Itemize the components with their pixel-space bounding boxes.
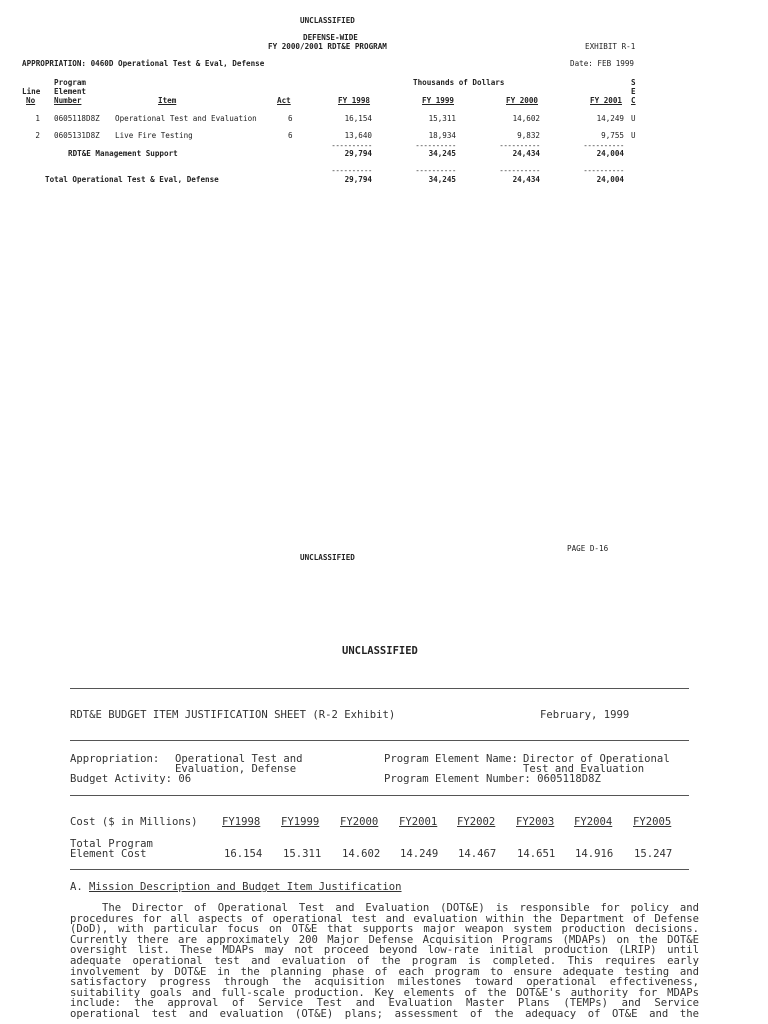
- year-header: FY2004: [574, 816, 613, 828]
- total-cost-label-cont: Element Cost: [70, 848, 147, 860]
- paragraph-line: involvement by DOT&E in the planning phase of each program to ensure adequate testing and: [70, 965, 699, 978]
- total-fy1998: 29,794: [344, 175, 372, 184]
- subtotal-fy1999: 34,245: [428, 149, 456, 158]
- sheet-date: February, 1999: [540, 709, 630, 721]
- col-header-line: Line: [22, 87, 41, 96]
- subtotal-dashes: ----------: [583, 141, 624, 150]
- section-title: Mission Description and Budget Item Justification: [89, 881, 402, 893]
- classification-top: UNCLASSIFIED: [300, 16, 355, 25]
- col-header-act: Act: [277, 96, 291, 105]
- appropriation-value: Operational Test and: [175, 753, 303, 765]
- total-dashes: ----------: [331, 166, 372, 175]
- table-row-line: 2: [35, 131, 40, 140]
- table-row-fy1999: 18,934: [428, 131, 456, 140]
- col-header-fy1999: FY 1999: [422, 96, 455, 105]
- subtotal-dashes: ----------: [415, 141, 456, 150]
- paragraph-line: operational test and evaluation (OT&E) plans; assessment of the adequacy of OT&E and the: [70, 1007, 699, 1020]
- table-row-item: Live Fire Testing: [115, 131, 193, 140]
- table-row-fy1998: 16,154: [344, 114, 372, 123]
- pe-number: Program Element Number: 0605118D8Z: [384, 773, 601, 785]
- col-header-fy2001: FY 2001: [590, 96, 623, 105]
- total-dashes: ----------: [499, 166, 540, 175]
- exhibit-label: EXHIBIT R-1: [585, 42, 636, 51]
- paragraph-line: suitability goals and full-scale production. Key elements of the DOT&E's authority for MDAPs: [70, 986, 699, 999]
- section-prefix: A.: [70, 881, 83, 893]
- sheet-title: RDT&E BUDGET ITEM JUSTIFICATION SHEET (R-2 Exhibit): [70, 709, 396, 721]
- divider: [70, 869, 689, 870]
- total-cost-value: 15.247: [634, 848, 673, 860]
- appropriation-label: Appropriation:: [70, 753, 160, 765]
- paragraph-line: Currently there are approximately 200 Major Defense Acquisition Programs (MDAPs) on the DOT&E: [70, 933, 699, 946]
- paragraph-line: procedures for all aspects of operational test and evaluation within the Department of Defense: [70, 912, 699, 925]
- total-cost-value: 14.651: [517, 848, 556, 860]
- total-dashes: ----------: [415, 166, 456, 175]
- total-fy2000: 24,434: [512, 175, 540, 184]
- table-row-sec: U: [631, 114, 636, 123]
- table-row-item: Operational Test and Evaluation: [115, 114, 257, 123]
- table-row-sec: U: [631, 131, 636, 140]
- year-header: FY2001: [399, 816, 438, 828]
- page-number: PAGE D-16: [567, 544, 609, 553]
- total-cost-label: Total Program: [70, 838, 153, 850]
- paragraph-line: satisfactory progress through the acquisition milestones toward operational effectiveness,: [70, 976, 699, 989]
- table-row-fy2001: 9,755: [601, 131, 624, 140]
- table-row-fy1998: 13,640: [344, 131, 372, 140]
- total-cost-value: 14.916: [575, 848, 614, 860]
- col-header-fy1998: FY 1998: [338, 96, 371, 105]
- table-row-fy2000: 14,602: [512, 114, 540, 123]
- year-header: FY1999: [281, 816, 320, 828]
- year-header: FY2005: [633, 816, 672, 828]
- appropriation-value-cont: Evaluation, Defense: [175, 763, 297, 775]
- col-header-fy2000: FY 2000: [506, 96, 539, 105]
- subtotal-fy2000: 24,434: [512, 149, 540, 158]
- year-header: FY2000: [340, 816, 379, 828]
- col-header-element: Element: [54, 87, 87, 96]
- total-cost-value: 14.467: [458, 848, 497, 860]
- divider: [70, 740, 689, 741]
- subtotal-dashes: ----------: [331, 141, 372, 150]
- col-header-sec-c: C: [631, 96, 636, 105]
- cost-label: Cost ($ in Millions): [70, 816, 198, 828]
- pe-name-value-cont: Test and Evaluation: [523, 763, 645, 775]
- table-row-pe: 0605118D8Z: [54, 114, 100, 123]
- appropriation-line: APPROPRIATION: 0460D Operational Test & Eval, Defense: [22, 59, 265, 68]
- total-dashes: ----------: [583, 166, 624, 175]
- paragraph-line: adequate operational test and evaluation of the program is completed. This requires early: [70, 954, 699, 967]
- col-header-number: Number: [54, 96, 82, 105]
- table-row-pe: 0605131D8Z: [54, 131, 100, 140]
- total-cost-value: 14.602: [342, 848, 381, 860]
- pe-name-value: Director of Operational: [523, 753, 670, 765]
- table-row-act: 6: [288, 131, 293, 140]
- total-fy1999: 34,245: [428, 175, 456, 184]
- divider: [70, 688, 689, 689]
- mission-paragraph: [70, 903, 699, 1020]
- table-row-line: 1: [35, 114, 40, 123]
- total-cost-value: 14.249: [400, 848, 439, 860]
- table-row-fy2001: 14,249: [596, 114, 624, 123]
- divider: [70, 795, 689, 796]
- total-cost-value: 15.311: [283, 848, 322, 860]
- col-header-no: No: [26, 96, 36, 105]
- pe-name-label: Program Element Name:: [384, 753, 518, 765]
- report-date: Date: FEB 1999: [570, 59, 635, 68]
- paragraph-line: The Director of Operational Test and Evaluation (DOT&E) is responsible for policy and: [102, 902, 699, 914]
- header-defense-wide: DEFENSE-WIDE: [303, 33, 358, 42]
- total-fy2001: 24,004: [596, 175, 624, 184]
- col-header-program: Program: [54, 78, 87, 87]
- table-row-act: 6: [288, 114, 293, 123]
- year-header: FY1998: [222, 816, 261, 828]
- subtotal-fy2001: 24,004: [596, 149, 624, 158]
- page2-classification: UNCLASSIFIED: [342, 645, 418, 657]
- col-header-sec-s: S: [631, 78, 636, 87]
- classification-bottom: UNCLASSIFIED: [300, 553, 355, 562]
- budget-activity: Budget Activity: 06: [70, 773, 192, 785]
- total-label: Total Operational Test & Eval, Defense: [45, 175, 219, 184]
- subtotal-fy1998: 29,794: [344, 149, 372, 158]
- col-header-sec-e: E: [631, 87, 636, 96]
- col-header-thousands: Thousands of Dollars: [413, 78, 505, 87]
- header-program: FY 2000/2001 RDT&E PROGRAM: [268, 42, 387, 51]
- paragraph-line: include: the approval of Service Test and Evaluation Master Plans (TEMPs) and Service: [70, 997, 699, 1010]
- table-row-fy2000: 9,832: [517, 131, 540, 140]
- subtotal-label: RDT&E Management Support: [68, 149, 178, 158]
- total-cost-value: 16.154: [224, 848, 263, 860]
- year-header: FY2003: [516, 816, 555, 828]
- paragraph-line: (DoD), with particular focus on OT&E that supports major weapon system production decisions.: [70, 923, 699, 936]
- table-row-fy1999: 15,311: [428, 114, 456, 123]
- paragraph-line: oversight list. These MDAPs may not proceed beyond low-rate initial production (LRIP) until: [70, 944, 699, 957]
- subtotal-dashes: ----------: [499, 141, 540, 150]
- col-header-item: Item: [158, 96, 177, 105]
- year-header: FY2002: [457, 816, 496, 828]
